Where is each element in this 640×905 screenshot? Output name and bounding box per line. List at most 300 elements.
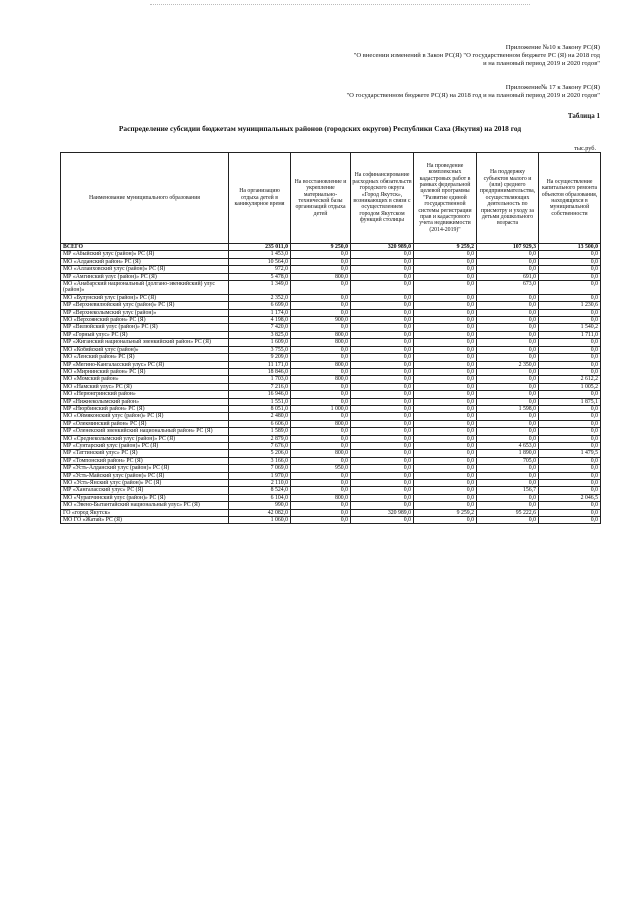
municipality-name: МР «Олекминский район» РС (Я) (61, 420, 229, 427)
table-row (61, 413, 601, 420)
amount-cell: 18 846,0 (229, 368, 291, 375)
amount-cell: 2 352,0 (229, 294, 291, 301)
amount-cell: 950,0 (291, 465, 351, 472)
col-header-children-rest: На организацию отдыха детей в каникулярное время (229, 153, 291, 244)
amount-cell: 0,0 (291, 251, 351, 258)
amount-cell: 0,0 (477, 420, 539, 427)
amount-cell: 5 206,0 (229, 450, 291, 457)
amount-cell: 1 540,2 (539, 324, 601, 331)
amount-cell: 1 349,0 (229, 281, 291, 295)
amount-cell: 0,0 (351, 273, 414, 280)
table-number: Таблица 1 (567, 112, 600, 120)
amount-cell: 0,0 (414, 266, 477, 273)
municipality-name: МР «Мегино-Кангаласский улус» РС (Я) (61, 361, 229, 368)
amount-cell: 0,0 (414, 442, 477, 449)
amount-cell: 0,0 (539, 509, 601, 516)
amount-cell: 0,0 (351, 435, 414, 442)
table-row (61, 487, 601, 494)
table-row (61, 331, 601, 338)
municipality-name: МО «Эвено-Бытантайский национальный улус» РС (Я) (61, 502, 229, 509)
amount-cell: 0,0 (477, 435, 539, 442)
amount-cell: 6 104,0 (229, 494, 291, 501)
appendix-1-line-1: Приложение №10 к Закону РС(Я) (505, 44, 600, 51)
amount-cell: 0,0 (477, 480, 539, 487)
table-row (61, 368, 601, 375)
total-cell: 320 989,0 (351, 244, 414, 251)
amount-cell: 0,0 (539, 487, 601, 494)
amount-cell: 0,0 (477, 391, 539, 398)
amount-cell: 2 046,5 (539, 494, 601, 501)
amount-cell: 0,0 (539, 457, 601, 464)
amount-cell: 0,0 (414, 487, 477, 494)
amount-cell: 800,0 (291, 494, 351, 501)
table-row (61, 361, 601, 368)
amount-cell: 0,0 (539, 339, 601, 346)
amount-cell: 0,0 (414, 472, 477, 479)
table-row (61, 428, 601, 435)
amount-cell: 1 711,0 (539, 331, 601, 338)
table-row (61, 294, 601, 301)
municipality-name: МО «Намский улус» РС (Я) (61, 383, 229, 390)
amount-cell: 0,0 (477, 413, 539, 420)
table-row (61, 398, 601, 405)
amount-cell: 3 825,0 (229, 331, 291, 338)
amount-cell: 16 946,0 (229, 391, 291, 398)
amount-cell: 0,0 (539, 354, 601, 361)
amount-cell: 0,0 (351, 428, 414, 435)
table-row (61, 324, 601, 331)
table-row (61, 281, 601, 295)
amount-cell: 0,0 (414, 346, 477, 353)
amount-cell: 0,0 (477, 368, 539, 375)
amount-cell: 0,0 (351, 517, 414, 524)
amount-cell: 0,0 (539, 317, 601, 324)
amount-cell: 0,0 (351, 376, 414, 383)
municipality-name: МР «Усть-Алданский улус (район)» РС (Я) (61, 465, 229, 472)
amount-cell: 0,0 (477, 339, 539, 346)
amount-cell: 1 890,0 (477, 450, 539, 457)
amount-cell: 0,0 (414, 413, 477, 420)
amount-cell: 9 259,2 (414, 509, 477, 516)
amount-cell: 0,0 (477, 502, 539, 509)
amount-cell: 0,0 (539, 273, 601, 280)
subsidy-table (60, 152, 601, 524)
total-cell: 9 250,0 (291, 244, 351, 251)
amount-cell: 0,0 (351, 309, 414, 316)
amount-cell: 7 420,0 (229, 324, 291, 331)
amount-cell: 1 875,1 (539, 398, 601, 405)
amount-cell: 0,0 (539, 361, 601, 368)
appendix-header-2 (346, 84, 600, 100)
municipality-name: МО «Ленский район» РС (Я) (61, 354, 229, 361)
amount-cell: 0,0 (351, 480, 414, 487)
amount-cell: 5 478,0 (229, 273, 291, 280)
amount-cell: 9 209,0 (229, 354, 291, 361)
amount-cell: 0,0 (351, 383, 414, 390)
amount-cell: 0,0 (539, 346, 601, 353)
amount-cell: 0,0 (291, 346, 351, 353)
table-row (61, 309, 601, 316)
amount-cell: 10 564,0 (229, 258, 291, 265)
amount-cell: 0,0 (414, 324, 477, 331)
amount-cell: 42 082,0 (229, 509, 291, 516)
amount-cell: 1 174,0 (229, 309, 291, 316)
table-row (61, 302, 601, 309)
amount-cell: 673,0 (477, 281, 539, 295)
amount-cell: 0,0 (414, 398, 477, 405)
amount-cell: 0,0 (414, 309, 477, 316)
amount-cell: 1 060,0 (229, 517, 291, 524)
amount-cell: 0,0 (291, 413, 351, 420)
amount-cell: 1 230,6 (539, 302, 601, 309)
amount-cell: 0,0 (351, 324, 414, 331)
table-row (61, 391, 601, 398)
table-row (61, 317, 601, 324)
amount-cell: 0,0 (351, 251, 414, 258)
amount-cell: 0,0 (351, 354, 414, 361)
amount-cell: 0,0 (291, 391, 351, 398)
amount-cell: 156,7 (477, 487, 539, 494)
amount-cell: 0,0 (477, 294, 539, 301)
amount-cell: 0,0 (291, 487, 351, 494)
table-row (61, 442, 601, 449)
amount-cell: 900,0 (291, 317, 351, 324)
total-cell: 9 259,2 (414, 244, 477, 251)
amount-cell: 0,0 (539, 428, 601, 435)
amount-cell: 0,0 (351, 502, 414, 509)
amount-cell: 0,0 (539, 502, 601, 509)
amount-cell: 0,0 (477, 317, 539, 324)
municipality-name: МР «Нижнеколымский район» (61, 398, 229, 405)
amount-cell: 691,0 (477, 273, 539, 280)
amount-cell: 0,0 (351, 398, 414, 405)
amount-cell: 0,0 (351, 368, 414, 375)
document-title: Распределение субсидии бюджетам муниципальных районов (городских округов) Республики Саха (Якутия) на 2018 год (118, 124, 522, 133)
amount-cell: 4 653,0 (477, 442, 539, 449)
amount-cell: 0,0 (351, 331, 414, 338)
municipality-name: МО «Верхоянский район» РС (Я) (61, 317, 229, 324)
amount-cell: 0,0 (414, 428, 477, 435)
amount-cell: 0,0 (351, 442, 414, 449)
amount-cell: 0,0 (414, 494, 477, 501)
amount-cell: 0,0 (351, 346, 414, 353)
amount-cell: 0,0 (291, 281, 351, 295)
amount-cell: 0,0 (414, 450, 477, 457)
amount-cell: 0,0 (291, 472, 351, 479)
amount-cell: 0,0 (414, 376, 477, 383)
amount-cell: 0,0 (539, 405, 601, 412)
amount-cell: 1 005,2 (539, 383, 601, 390)
amount-cell: 2 612,2 (539, 376, 601, 383)
amount-cell: 0,0 (291, 383, 351, 390)
municipality-name: МО «Чурапчинский улус (район)» РС (Я) (61, 494, 229, 501)
municipality-name: МР «Верхнеколымский улус (район)» (61, 309, 229, 316)
col-header-capital-functions: На софинансирование расходных обязательств городского округа «Город Якутск», возникающих в связи с осуществлением городом Якутском функций столицы (351, 153, 414, 244)
amount-cell: 0,0 (539, 309, 601, 316)
amount-cell: 3 755,0 (229, 346, 291, 353)
amount-cell: 0,0 (351, 405, 414, 412)
amount-cell: 0,0 (477, 354, 539, 361)
appendix-1-line-2: "О внесении изменений в Закон РС(Я) "О государственном бюджете РС (Я) на 2018 год (353, 52, 600, 60)
amount-cell: 4 198,0 (229, 317, 291, 324)
amount-cell: 0,0 (291, 517, 351, 524)
table-row (61, 273, 601, 280)
amount-cell: 0,0 (539, 435, 601, 442)
appendix-1-line-3: и на плановый период 2019 и 2020 годов" (483, 60, 600, 68)
municipality-name: МО «Кобяйский улус (район)» (61, 346, 229, 353)
amount-cell: 0,0 (414, 405, 477, 412)
amount-cell: 0,0 (291, 428, 351, 435)
amount-cell: 0,0 (351, 450, 414, 457)
amount-cell: 0,0 (414, 517, 477, 524)
amount-cell: 0,0 (477, 383, 539, 390)
amount-cell: 0,0 (539, 281, 601, 295)
total-cell: 235 011,0 (229, 244, 291, 251)
table-header-row (61, 153, 601, 244)
amount-cell: 0,0 (539, 251, 601, 258)
municipality-name: МО «Мирнинский район» РС (Я) (61, 368, 229, 375)
table-row (61, 509, 601, 516)
municipality-name: МО «Нерюнгринский район» (61, 391, 229, 398)
amount-cell: 0,0 (477, 309, 539, 316)
municipality-name: МР «Таттинский улус» РС (Я) (61, 450, 229, 457)
amount-cell: 0,0 (291, 258, 351, 265)
amount-cell: 320 989,0 (351, 509, 414, 516)
municipality-name: МР «Вилюйский улус (район)» РС (Я) (61, 324, 229, 331)
amount-cell: 0,0 (414, 273, 477, 280)
amount-cell: 0,0 (539, 294, 601, 301)
amount-cell: 95 222,6 (477, 509, 539, 516)
amount-cell: 0,0 (414, 339, 477, 346)
table-row (61, 457, 601, 464)
total-row (61, 244, 601, 251)
amount-cell: 1 598,0 (477, 405, 539, 412)
amount-cell: 0,0 (477, 494, 539, 501)
col-header-capital-repair: На осуществление капитального ремонта объектов образования, находящихся в муниципальной собственности (539, 153, 601, 244)
table-row (61, 354, 601, 361)
municipality-name: МО «Оймяконский улус (район)» РС (Я) (61, 413, 229, 420)
amount-cell: 1 609,0 (229, 339, 291, 346)
amount-cell: 0,0 (539, 472, 601, 479)
amount-cell: 0,0 (414, 317, 477, 324)
amount-cell: 0,0 (291, 294, 351, 301)
table-row (61, 339, 601, 346)
amount-cell: 0,0 (539, 266, 601, 273)
amount-cell: 1 453,0 (229, 251, 291, 258)
amount-cell: 0,0 (291, 502, 351, 509)
amount-cell: 0,0 (477, 266, 539, 273)
amount-cell: 6 699,0 (229, 302, 291, 309)
amount-cell: 0,0 (291, 324, 351, 331)
amount-cell: 2 350,0 (477, 361, 539, 368)
amount-cell: 0,0 (477, 517, 539, 524)
amount-cell: 0,0 (351, 294, 414, 301)
amount-cell: 8 051,0 (229, 405, 291, 412)
amount-cell: 0,0 (414, 281, 477, 295)
table-row (61, 502, 601, 509)
amount-cell: 0,0 (414, 435, 477, 442)
municipality-name: МО «Аллаиховский улус (район)» РС (Я) (61, 266, 229, 273)
amount-cell: 0,0 (477, 472, 539, 479)
amount-cell: 0,0 (351, 487, 414, 494)
amount-cell: 1 551,0 (229, 398, 291, 405)
amount-cell: 0,0 (539, 442, 601, 449)
amount-cell: 0,0 (351, 258, 414, 265)
table-row (61, 251, 601, 258)
municipality-name: МО «Булунский улус (район)» РС (Я) (61, 294, 229, 301)
amount-cell: 0,0 (414, 331, 477, 338)
amount-cell: 0,0 (291, 368, 351, 375)
col-header-cadastral-works: На проведение комплексных кадастровых работ в рамках федеральной целевой программы "Развитие единой государственной системы регистрации прав и кадастрового учета недвижимости (2014-2019)" (414, 153, 477, 244)
amount-cell: 0,0 (539, 258, 601, 265)
amount-cell: 0,0 (414, 368, 477, 375)
amount-cell: 0,0 (414, 258, 477, 265)
table-row (61, 494, 601, 501)
amount-cell: 0,0 (351, 413, 414, 420)
amount-cell: 2 879,0 (229, 435, 291, 442)
amount-cell: 7 676,0 (229, 442, 291, 449)
amount-cell: 8 524,0 (229, 487, 291, 494)
amount-cell: 0,0 (291, 398, 351, 405)
amount-cell: 1 479,5 (539, 450, 601, 457)
appendix-2-line-1: Приложение№ 17 к Закону РС(Я) (505, 84, 600, 91)
municipality-name: МР «Томпонский район» РС (Я) (61, 457, 229, 464)
amount-cell: 0,0 (477, 302, 539, 309)
amount-cell: 1 970,0 (229, 472, 291, 479)
table-row (61, 465, 601, 472)
amount-cell: 1 000,0 (291, 405, 351, 412)
total-cell: 13 500,0 (539, 244, 601, 251)
amount-cell: 1 703,0 (229, 376, 291, 383)
table-row (61, 266, 601, 273)
amount-cell: 0,0 (477, 376, 539, 383)
amount-cell: 0,0 (539, 480, 601, 487)
municipality-name: МР «Хангаласский улус» РС (Я) (61, 487, 229, 494)
units-label: тыс.руб. (574, 145, 596, 152)
amount-cell: 0,0 (291, 266, 351, 273)
amount-cell: 0,0 (291, 509, 351, 516)
table-row (61, 376, 601, 383)
col-header-name: Наименование муниципального образования (61, 153, 229, 244)
amount-cell: 0,0 (351, 465, 414, 472)
table-row (61, 517, 601, 524)
table-row (61, 346, 601, 353)
col-header-material-base: На восстановление и укрепление материально-технической базы организаций отдыха детей (291, 153, 351, 244)
amount-cell: 0,0 (539, 391, 601, 398)
municipality-name: МР «Верхневилюйский улус (район)» РС (Я) (61, 302, 229, 309)
municipality-name: МР «Жиганский национальный эвенкийский район» РС (Я) (61, 339, 229, 346)
amount-cell: 972,0 (229, 266, 291, 273)
municipality-name: МО «Среднеколымский улус (район)» РС (Я) (61, 435, 229, 442)
amount-cell: 0,0 (351, 391, 414, 398)
amount-cell: 7 069,0 (229, 465, 291, 472)
amount-cell: 0,0 (414, 302, 477, 309)
amount-cell: 0,0 (414, 457, 477, 464)
amount-cell: 0,0 (477, 251, 539, 258)
municipality-name: ГО «город Якутск» (61, 509, 229, 516)
amount-cell: 800,0 (291, 376, 351, 383)
amount-cell: 0,0 (291, 457, 351, 464)
amount-cell: 0,0 (539, 413, 601, 420)
amount-cell: 3 166,0 (229, 457, 291, 464)
municipality-name: МО ГО «Жатай» РС (Я) (61, 517, 229, 524)
amount-cell: 0,0 (477, 346, 539, 353)
table-row (61, 450, 601, 457)
municipality-name: МР «Нюрбинский район» РС (Я) (61, 405, 229, 412)
amount-cell: 0,0 (351, 494, 414, 501)
amount-cell: 705,0 (477, 457, 539, 464)
amount-cell: 0,0 (414, 391, 477, 398)
table-row (61, 472, 601, 479)
amount-cell: 0,0 (477, 324, 539, 331)
amount-cell: 0,0 (291, 309, 351, 316)
municipality-name: МР «Амгинский улус (район)» РС (Я) (61, 273, 229, 280)
amount-cell: 1 589,0 (229, 428, 291, 435)
amount-cell: 0,0 (291, 480, 351, 487)
total-cell: 107 929,3 (477, 244, 539, 251)
amount-cell: 0,0 (351, 457, 414, 464)
amount-cell: 6 606,0 (229, 420, 291, 427)
amount-cell: 2 480,0 (229, 413, 291, 420)
municipality-name: МР «Оленекский эвенкийский национальный район» РС (Я) (61, 428, 229, 435)
total-label: ВСЕГО (61, 244, 229, 251)
amount-cell: 0,0 (539, 420, 601, 427)
amount-cell: 800,0 (291, 331, 351, 338)
amount-cell: 0,0 (414, 354, 477, 361)
amount-cell: 0,0 (351, 339, 414, 346)
amount-cell: 800,0 (291, 420, 351, 427)
amount-cell: 0,0 (351, 302, 414, 309)
table-row (61, 420, 601, 427)
amount-cell: 800,0 (291, 339, 351, 346)
municipality-name: МР «Горный улус» РС (Я) (61, 331, 229, 338)
municipality-name: МР «Абыйский улус (район)» РС (Я) (61, 251, 229, 258)
amount-cell: 0,0 (539, 368, 601, 375)
amount-cell: 990,0 (229, 502, 291, 509)
table-row (61, 435, 601, 442)
municipality-name: МО «Момский район» (61, 376, 229, 383)
amount-cell: 11 171,0 (229, 361, 291, 368)
col-header-business-support: На поддержку субъектов малого и (или) среднего предпринимательства, осуществляющих деятельность по присмотру и уходу за детьми дошкольного возраста (477, 153, 539, 244)
amount-cell: 800,0 (291, 361, 351, 368)
table-body (61, 244, 601, 524)
amount-cell: 0,0 (414, 480, 477, 487)
table-row (61, 258, 601, 265)
amount-cell: 0,0 (414, 502, 477, 509)
amount-cell: 0,0 (414, 361, 477, 368)
amount-cell: 0,0 (351, 420, 414, 427)
amount-cell: 800,0 (291, 273, 351, 280)
amount-cell: 0,0 (351, 266, 414, 273)
table-row (61, 480, 601, 487)
municipality-name: МР «Усть-Майский улус (район)» РС (Я) (61, 472, 229, 479)
amount-cell: 0,0 (351, 281, 414, 295)
amount-cell: 0,0 (477, 398, 539, 405)
municipality-name: МР «Сунтарский улус (район)» РС (Я) (61, 442, 229, 449)
amount-cell: 0,0 (414, 420, 477, 427)
municipality-name: МО «Усть-Янский улус (район)» РС (Я) (61, 480, 229, 487)
amount-cell: 7 216,0 (229, 383, 291, 390)
amount-cell: 0,0 (477, 258, 539, 265)
amount-cell: 2 110,0 (229, 480, 291, 487)
amount-cell: 0,0 (291, 302, 351, 309)
amount-cell: 0,0 (539, 517, 601, 524)
scan-top-edge (150, 4, 530, 5)
amount-cell: 0,0 (539, 465, 601, 472)
amount-cell: 0,0 (351, 317, 414, 324)
amount-cell: 0,0 (351, 472, 414, 479)
appendix-2-line-2: "О государственном бюджете РС(Я) на 2018 год и на плановый период 2019 и 2020 годов" (346, 92, 600, 100)
